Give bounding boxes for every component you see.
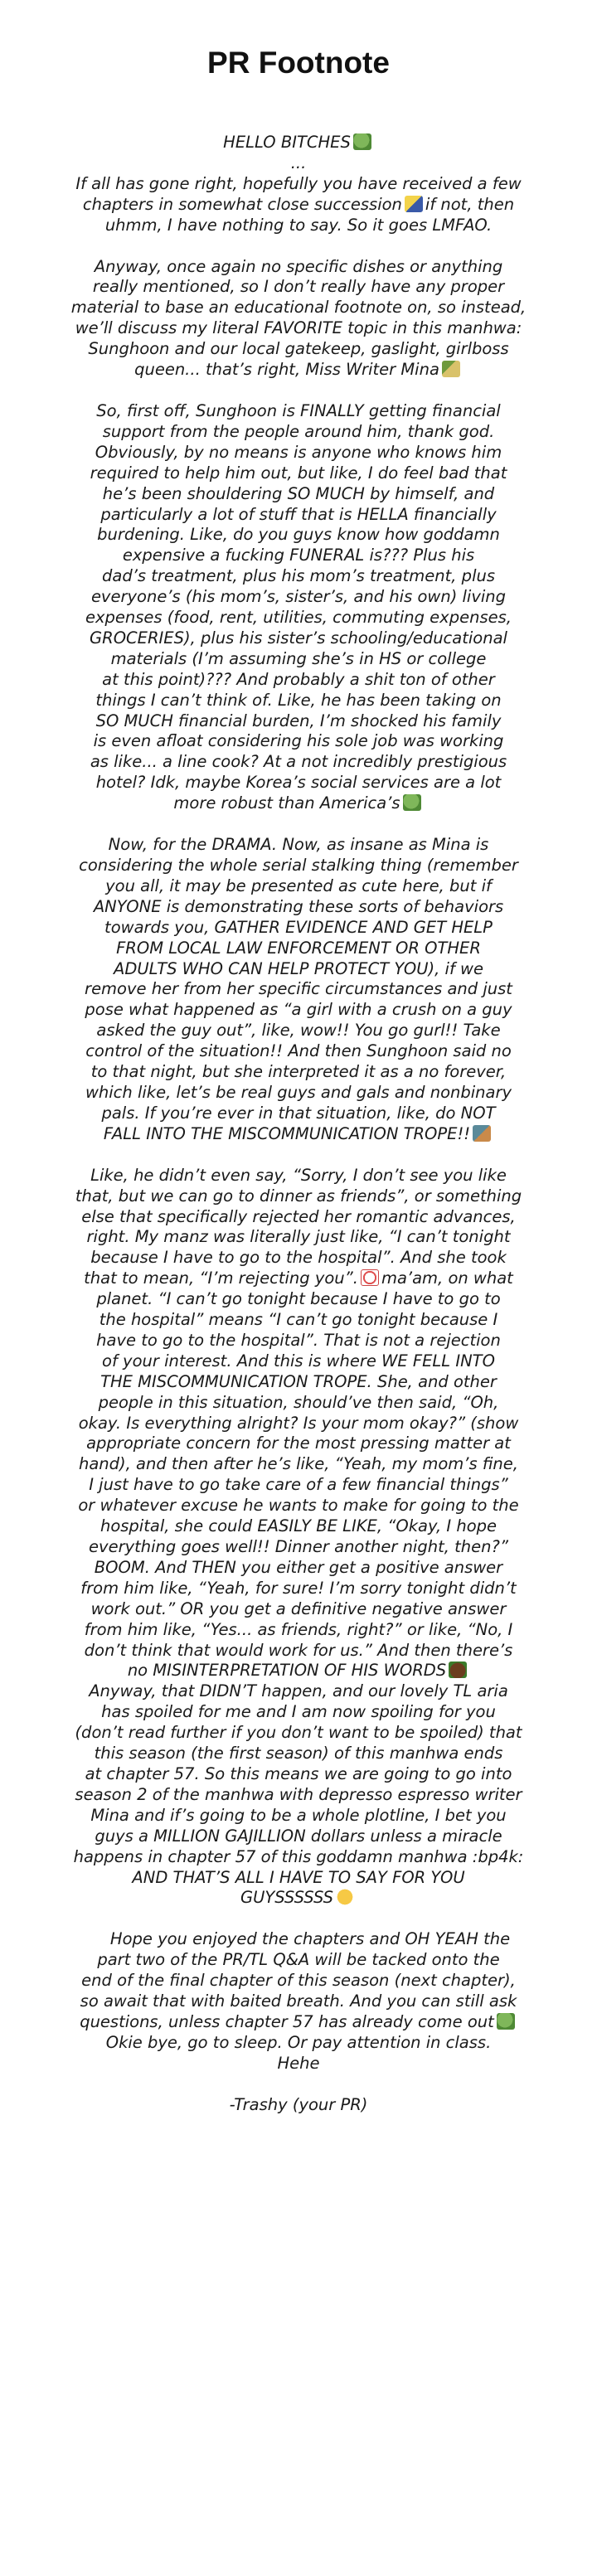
text-line: FALL INTO THE MISCOMMUNICATION TROPE!! (103, 1123, 471, 1143)
text-line: hotel? Idk, maybe Korea’s social services are a lot (95, 773, 502, 793)
text-line: ma’am, on what (381, 1269, 513, 1288)
text-line: from him like, “Yeah, for sure! I’m sorry tonight didn’t (80, 1578, 517, 1598)
signature (15, 2095, 582, 2116)
text-line: towards you, GATHER EVIDENCE AND GET HELP (104, 917, 493, 937)
text-line: appropriate concern for the most pressing matter at (86, 1434, 511, 1453)
text-line: Mina and if’s going to be a whole plotline, I bet you (90, 1805, 507, 1825)
text-line: remove her from her specific circumstances and just (85, 979, 512, 999)
pepe-emoji-icon (497, 2013, 515, 2030)
text-line: really mentioned, so I don’t really have any proper (92, 277, 505, 297)
text-line: so await that with baited breath. And you can still ask (80, 1991, 517, 2011)
pepe-emoji-icon (353, 133, 371, 150)
paragraph-drama (15, 835, 582, 1145)
text-line: (don’t read further if you don’t want to be spoiled) that (75, 1723, 522, 1743)
text-line: no MISINTERPRETATION OF HIS WORDS (127, 1661, 447, 1681)
text-line: AND THAT’S ALL I HAVE TO SAY FOR YOU (132, 1867, 465, 1887)
text-line: planet. “I can’t go tonight because I have to go to (96, 1289, 501, 1309)
footnote-body (15, 133, 582, 2116)
text-line: that to mean, “I’m rejecting you”. (84, 1269, 358, 1288)
text-line: Like, he didn’t even say, “Sorry, I don’t see you like (90, 1165, 507, 1185)
text-line: happens in chapter 57 of this goddamn manhwa :bp4k: (73, 1846, 524, 1866)
text-line: burdening. Like, do you guys know how goddamn (97, 525, 500, 545)
text-line: this season (the first season) of this manhwa ends (94, 1744, 503, 1763)
text-line: season 2 of the manhwa with depresso espresso writer (75, 1784, 522, 1804)
text-line: particularly a lot of stuff that is HELLA financially (100, 504, 497, 524)
text-line: Anyway, that DIDN’T happen, and our lovely TL aria (89, 1681, 508, 1701)
text-line: I just have to go take care of a few financial things” (89, 1475, 508, 1495)
pikachu-emoji-icon (405, 196, 423, 212)
text-line: if not, then (425, 194, 515, 214)
text-line: part two of the PR/TL Q&A will be tacked onto the (97, 1950, 500, 1970)
sweat-emoji-icon (336, 1889, 354, 1905)
text-line: to that night, but she interpreted it as a no forever, (90, 1062, 507, 1082)
text-line: expenses (food, rent, utilities, commuting expenses, (85, 608, 512, 628)
text-line: everything goes well!! Dinner another night, then?” (89, 1537, 508, 1556)
pepe-emoji-icon (403, 794, 421, 811)
text-line: that, but we can go to dinner as friends”, or something (75, 1186, 522, 1206)
text-line: as like... a line cook? At a not incredibly prestigious (90, 752, 507, 772)
text-line: ANYONE is demonstrating these sorts of behaviors (93, 896, 504, 916)
text-line: we’ll discuss my literal FAVORITE topic in this manhwa: (75, 318, 522, 338)
paragraph-miscommunication (15, 1166, 582, 1909)
paragraph-financial (15, 401, 582, 814)
text-line: which like, let’s be real guys and gals and nonbinary (85, 1082, 512, 1102)
text-line: uhmm, I have nothing to say. So it goes LMFAO. (104, 215, 493, 235)
text-line: pose what happened as “a girl with a crush on a guy (85, 1000, 512, 1020)
text-line: GROCERIES), plus his sister’s schooling/educational (90, 628, 507, 648)
text-line: he’s been shouldering SO MUCH by himself, and (102, 483, 495, 503)
text-line: dad’s treatment, plus his mom’s treatment, plus (102, 566, 495, 586)
text-line: more robust than America’s (173, 793, 400, 813)
text-line: has spoiled for me and I am now spoiling for you (101, 1702, 496, 1722)
text-line: queen... that’s right, Miss Writer Mina (134, 360, 439, 380)
page-title: PR Footnote (207, 46, 390, 80)
text-line: at this point)??? And probably a shit ton of other (102, 669, 495, 689)
text-line: Okie bye, go to sleep. Or pay attention in class. (105, 2032, 492, 2052)
text-line: is even afloat considering his sole job was working (93, 731, 504, 751)
text-line: have to go to the hospital”. That is not a rejection (96, 1330, 501, 1350)
text-line: or whatever excuse he wants to make for going to the (78, 1496, 519, 1516)
clown-emoji-icon (361, 1269, 379, 1286)
text-line: at chapter 57. So this means we are going to go into (85, 1763, 512, 1783)
text-line: SO MUCH financial burden, I’m shocked his family (95, 711, 502, 730)
pepe-scroll-emoji-icon (442, 361, 460, 377)
text-line: you all, it may be presented as cute here, but if (105, 876, 492, 895)
text-line: people in this situation, should’ve then said, “Oh, (98, 1392, 499, 1412)
text-line: asked the guy out”, like, wow!! You go gurl!! Take (96, 1021, 501, 1041)
text-line: Hehe (277, 2053, 320, 2073)
text-line: THE MISCOMMUNICATION TROPE. She, and other (100, 1371, 497, 1391)
text-line: control of the situation!! And then Sunghoon said no (85, 1041, 512, 1061)
text-line: expensive a fucking FUNERAL is??? Plus his (122, 546, 475, 565)
text-line: right. My manz was literally just like, “I can’t tonight (86, 1227, 511, 1247)
text-line: material to base an educational footnote on, so instead, (70, 298, 527, 318)
text-line: everyone’s (his mom’s, sister’s, and his own) living (90, 587, 507, 607)
paragraph-closing (15, 1929, 582, 2074)
text-line: okay. Is everything alright? Is your mom okay?” (show (78, 1413, 519, 1433)
text-line: things I can’t think of. Like, he has been taking on (95, 690, 502, 710)
text-line: don’t think that would work for us.” And then there’s (84, 1640, 513, 1660)
text-line: Hope you enjoyed the chapters and OH YEAH the (109, 1929, 511, 1949)
text-line: because I have to go to the hospital”. And she took (90, 1248, 507, 1268)
text-line: questions, unless chapter 57 has already come out (80, 2011, 494, 2031)
text-line: work out.” OR you get a definitive negative answer (90, 1598, 507, 1618)
text-line: ADULTS WHO CAN HELP PROTECT YOU), if we (114, 958, 483, 978)
monkey-emoji-icon (449, 1662, 467, 1678)
text-line: ... (290, 153, 307, 172)
text-line: chapters in somewhat close succession (82, 194, 402, 214)
text-line: of your interest. And this is where WE FELL INTO (102, 1351, 495, 1370)
text-line: materials (I’m assuming she’s in HS or college (110, 648, 487, 668)
text-line: HELLO BITCHES (223, 133, 351, 152)
text-line: pals. If you’re ever in that situation, like, do NOT (101, 1103, 496, 1123)
text-line: BOOM. And THEN you either get a positive answer (94, 1557, 503, 1577)
angry-emoji-icon (473, 1125, 491, 1142)
text-line: GUYSSSSSS (240, 1888, 334, 1908)
text-line: Anyway, once again no specific dishes or anything (94, 256, 503, 276)
paragraph-topic (15, 257, 582, 381)
text-line: guys a MILLION GAJILLION dollars unless a miracle (95, 1826, 502, 1846)
text-line: If all has gone right, hopefully you have received a few (75, 173, 522, 193)
text-line: So, first off, Sunghoon is FINALLY getting financial (96, 400, 501, 420)
text-line: hospital, she could EASILY BE LIKE, “Okay, I hope (100, 1516, 498, 1536)
signature-text: -Trashy (your PR) (229, 2094, 368, 2114)
text-line: Now, for the DRAMA. Now, as insane as Mina is (108, 835, 489, 855)
text-line: support from the people around him, thank god. (102, 421, 495, 441)
text-line: from him like, “Yes... as friends, right?” or like, “No, I (84, 1619, 513, 1639)
text-line: considering the whole serial stalking thing (remember (79, 856, 518, 875)
text-line: end of the final chapter of this season (next chapter), (81, 1971, 516, 1991)
text-line: hand), and then after he’s like, “Yeah, my mom’s fine, (79, 1454, 518, 1474)
text-line: the hospital” means “I can’t go tonight because I (99, 1310, 498, 1330)
text-line: Obviously, by no means is anyone who knows him (95, 442, 502, 462)
text-line: else that specifically rejected her romantic advances, (81, 1206, 516, 1226)
text-line: FROM LOCAL LAW ENFORCEMENT OR OTHER (116, 938, 481, 958)
text-line: required to help him out, but like, I do feel bad that (90, 463, 507, 483)
paragraph-greeting (15, 133, 582, 236)
text-line: Sunghoon and our local gatekeep, gaslight, girlboss (88, 339, 509, 359)
